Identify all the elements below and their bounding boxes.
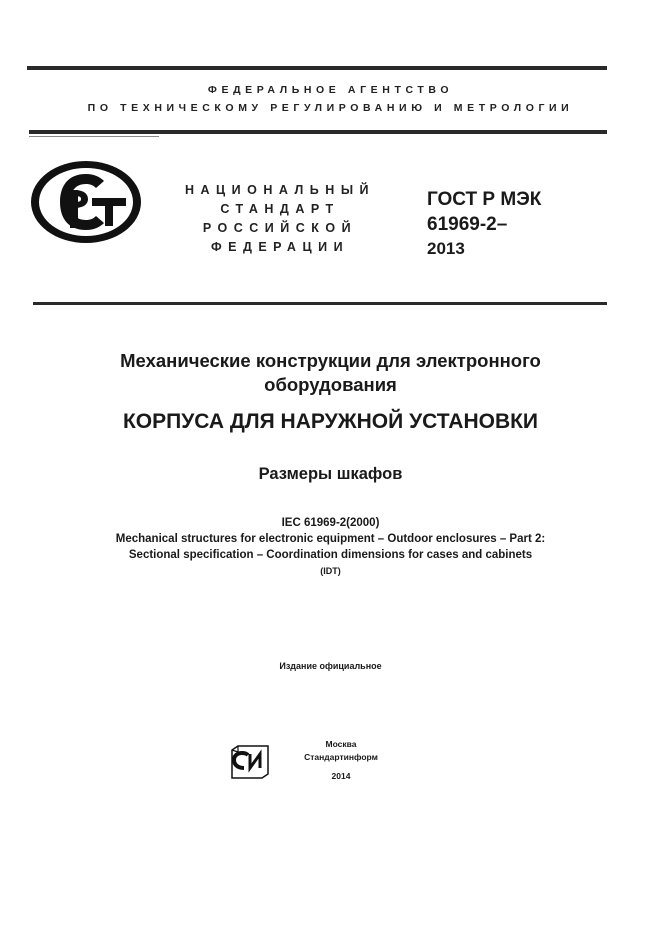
standartinform-logo-icon — [228, 744, 270, 780]
standard-designation-3: 2013 — [427, 239, 465, 258]
agency-line-2: ПО ТЕХНИЧЕСКОМУ РЕГУЛИРОВАНИЮ И МЕТРОЛОГИИ — [87, 102, 574, 114]
iec-title-line-2: Sectional specification – Coordination dimensions for cases and cabinets — [128, 549, 533, 561]
top-rule — [27, 66, 607, 70]
rst-logo-icon — [30, 160, 142, 244]
title-line-1: Механические конструкции для электронного — [120, 350, 541, 371]
edition-label: Издание официальное — [279, 661, 382, 671]
standard-rule — [33, 302, 607, 305]
publisher-city: Москва — [325, 739, 357, 749]
iec-idt: (IDT) — [320, 566, 341, 576]
standard-line-3: РОССИЙСКОЙ — [202, 221, 358, 235]
standard-line-1: НАЦИОНАЛЬНЫЙ — [184, 183, 376, 197]
standard-line-4: ФЕДЕРАЦИИ — [210, 240, 350, 254]
header-rule-left — [29, 130, 607, 134]
header-rule-thin — [29, 136, 159, 137]
standard-line-2: СТАНДАРТ — [220, 202, 340, 216]
title-line-2: оборудования — [264, 374, 397, 395]
title-main: КОРПУСА ДЛЯ НАРУЖНОЙ УСТАНОВКИ — [122, 410, 539, 433]
title-sub: Размеры шкафов — [258, 465, 403, 483]
iec-title-line-1: Mechanical structures for electronic equipment – Outdoor enclosures – Part 2: — [115, 533, 546, 545]
standard-designation-1: ГОСТ Р МЭК — [427, 189, 542, 210]
standard-designation-2: 61969-2– — [427, 214, 508, 235]
iec-ref: IEC 61969-2(2000) — [281, 517, 380, 529]
agency-line-1: ФЕДЕРАЛЬНОЕ АГЕНТСТВО — [207, 84, 454, 96]
publisher-year: 2014 — [331, 771, 351, 781]
publisher-name: Стандартинформ — [304, 752, 378, 762]
